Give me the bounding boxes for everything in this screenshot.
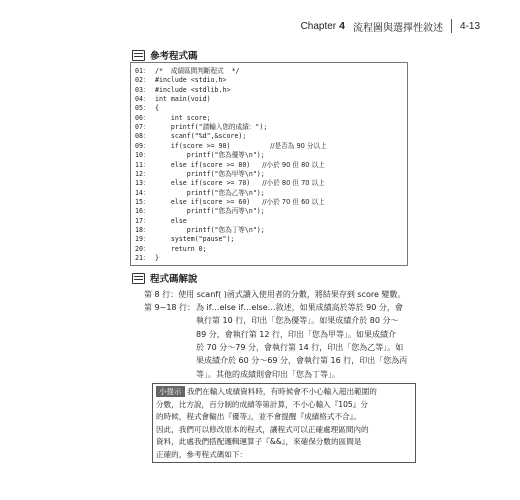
tip-tag: 小提示 [156,386,185,397]
code-line [135,123,267,132]
code-text: else if(score >= 60) [155,197,263,206]
line-number: 19： [135,235,150,244]
tip-line: 正確的，參考程式碼如下： [156,450,248,459]
code-line [135,245,207,254]
explanation-text: 使用 scanf( )函式讀入使用者的分數，將結果存到 score 變數。 [178,290,406,299]
explanation-line: 89 分，會執行第 12 行，印出「您為甲等」。如果成績介 [196,329,396,339]
line-number: 09： [135,141,150,150]
header-divider [451,19,452,33]
code-line [135,76,226,85]
code-line [135,161,325,170]
chapter-title: 流程圖與選擇性敘述 [352,22,443,34]
explanation-title: 程式碼解說 [150,274,198,285]
code-text: int score; [155,113,211,122]
code-text: printf("您為甲等\n"); [155,169,265,178]
code-text: printf("您為丙等\n"); [155,207,265,216]
code-text: if(score >= 90) [155,141,271,150]
line-number: 02： [135,76,150,85]
code-line [135,198,325,207]
code-text: return 0; [155,244,207,253]
line-number: 20： [135,244,150,253]
line-number: 15： [135,197,150,206]
page-header [301,18,480,34]
code-text: printf("您為丁等\n"); [155,225,265,234]
line-number: 21： [135,254,150,262]
code-comment: //小於 90 但 80 以上 [262,160,325,169]
code-text: else if(score >= 70) [155,179,263,188]
code-text: else [155,216,187,225]
line-number: 04： [135,95,150,104]
code-line [135,151,265,160]
explanation-line: 果成績介於 60 分～69 分，會執行第 16 行，印出「您為丙 [196,356,408,366]
code-comment: //小於 70 但 60 以上 [262,197,325,206]
code-line [135,132,246,141]
tip-box [152,383,416,463]
line-number: 13： [135,179,150,188]
line-number: 01： [135,67,150,75]
code-line [135,207,265,216]
chapter-label: Chapter [300,20,337,32]
line-number: 18： [135,225,150,234]
book-icon [132,273,145,284]
code-text: scanf("%d",&score); [155,132,247,141]
code-line [135,254,159,263]
code-line [135,189,265,198]
explanation-line: 為 if…else if…else…敘述，如果成績高於等於 90 分，會 [196,303,403,312]
code-line [135,67,240,76]
tip-line: 分數，比方說，百分制的成績等第計算，不小心輸入『105』分 [156,399,368,409]
line-number: 10： [135,151,150,160]
line-number: 06： [135,113,150,122]
tip-line: 資料，此處我們搭配邏輯運算子『&&』，來確保分數的區間是 [156,437,362,447]
line-number: 17： [135,216,150,225]
chapter-number: 4 [339,20,345,32]
code-line [135,179,325,188]
code-listing [130,62,408,266]
line-number: 16： [135,207,150,216]
line-number: 03： [135,85,150,94]
code-line [135,104,159,113]
line-number: 05： [135,104,150,113]
explanation-label: 第 9~18 行： [144,303,196,312]
explanation-line: 等」。其他的成績則會印出「您為丁等」。 [196,369,340,379]
explanation-label: 第 8 行： [144,290,179,299]
code-text: int main(void) [155,95,211,104]
code-line [135,226,265,235]
code-line [135,86,230,95]
reference-code-heading [132,48,198,62]
code-text: #include <stdio.h> [155,76,227,85]
code-text: } [155,254,159,262]
code-line [135,142,327,151]
explanation-heading [132,271,198,285]
line-number: 14： [135,188,150,197]
code-text: else if(score >= 80) [155,160,263,169]
tip-line: 我們在輸入成績資料時，有時候會不小心輸入超出範圍的 [187,387,377,396]
line-number: 08： [135,132,150,141]
tip-line: 因此，我們可以修改原本的程式，讓程式可以正確處理區間內的 [156,424,369,434]
code-text: printf("您為優等\n"); [155,151,265,160]
code-line [135,95,211,104]
explanation-line: 執行第 10 行，印出「您為優等」。如果成績介於 80 分～ [196,316,399,326]
code-line [135,170,265,179]
page-number: 4-13 [459,20,480,32]
code-text: printf("您為乙等\n"); [155,188,265,197]
code-line [135,114,211,123]
code-comment: //是否為 90 分以上 [270,141,327,150]
code-text: printf("請輸入您的成績："); [155,123,268,132]
tip-line: 的時候，程式會輸出『優等』，並不會提醒『成績格式不合』。 [156,412,362,422]
explanation-item-line8 [144,288,414,301]
line-number: 12： [135,169,150,178]
code-line [135,217,187,226]
explanation-line: 於 70 分～79 分，會執行第 14 行，印出「您為乙等」。如 [196,342,404,352]
line-number: 11： [135,160,150,169]
code-text: /* 成績區間判斷程式 */ [155,67,240,75]
code-text: { [155,104,159,113]
code-text: #include <stdlib.h> [155,85,231,94]
book-icon [132,50,145,61]
reference-code-title: 參考程式碼 [150,51,198,62]
code-line [135,235,234,244]
code-text: system("pause"); [155,235,235,244]
line-number: 07： [135,123,150,132]
code-comment: //小於 80 但 70 以上 [262,179,325,188]
